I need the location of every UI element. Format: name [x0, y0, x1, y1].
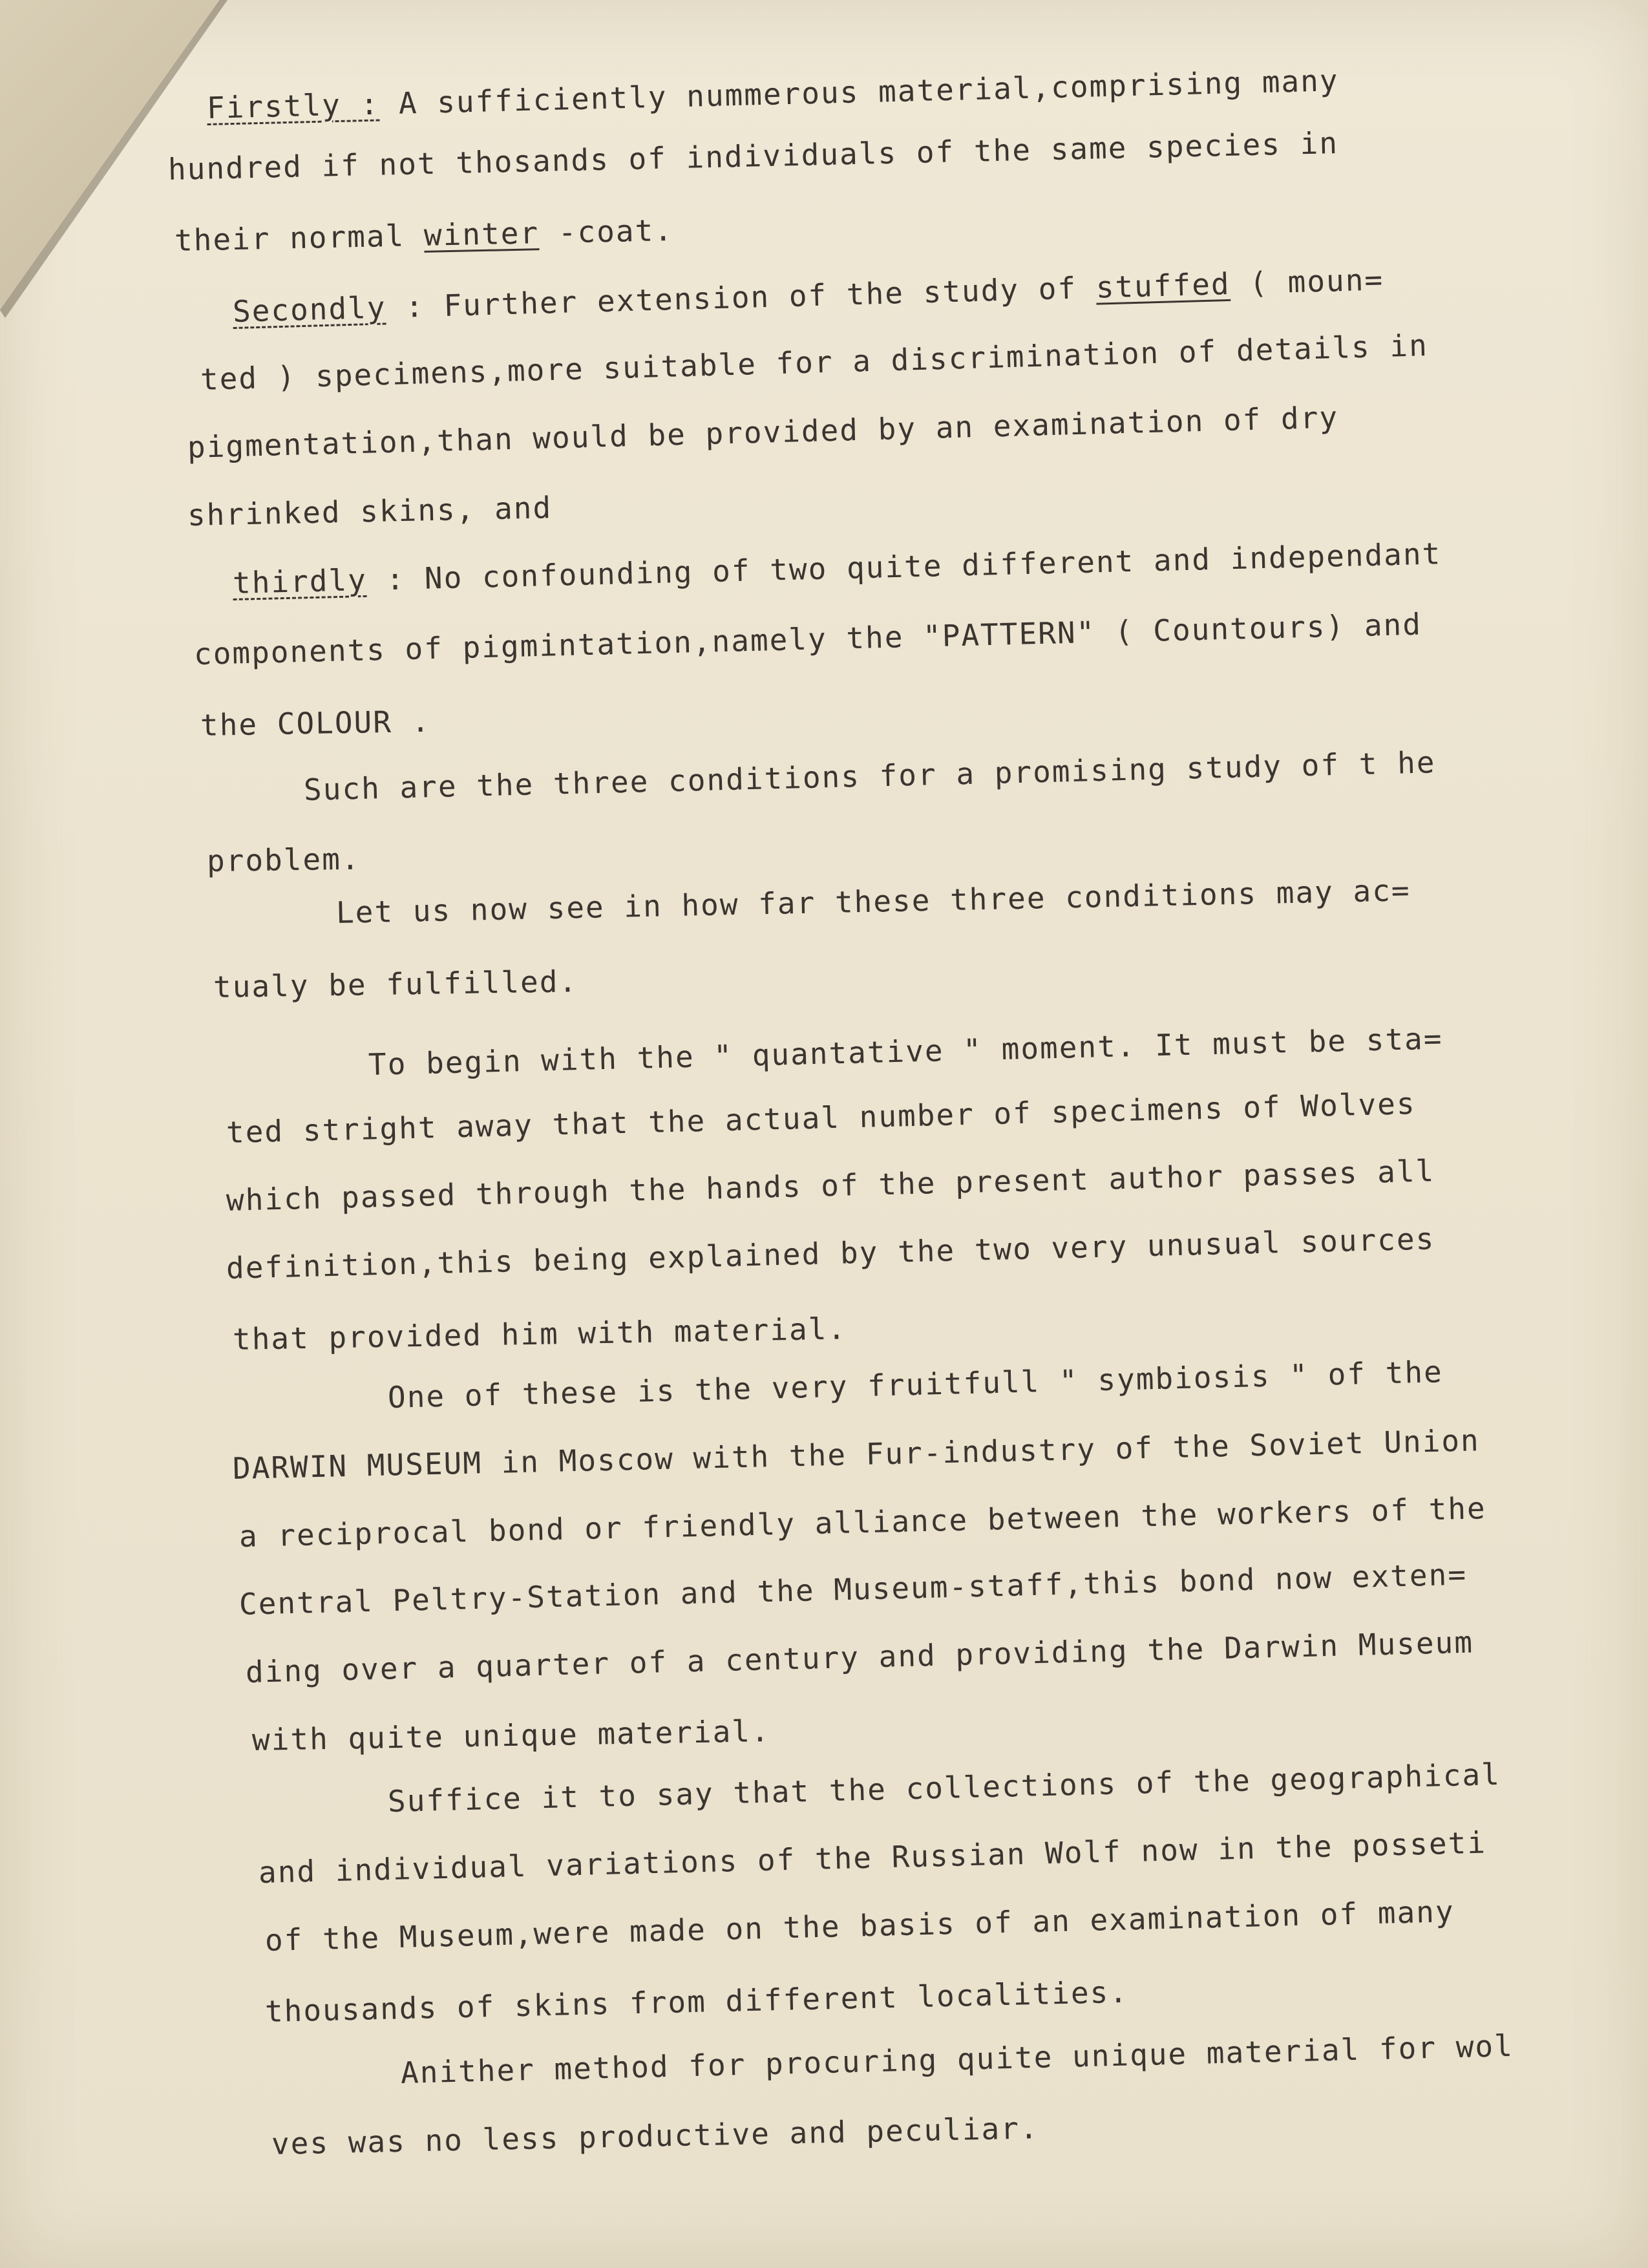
text-line: thirdly : No confounding of two quite different and independant: [232, 536, 1442, 600]
text-line: the COLOUR .: [200, 703, 431, 743]
text-line: Central Peltry-Station and the Museum-staff,this bond now exten=: [238, 1556, 1468, 1622]
text-line: DARWIN MUSEUM in Moscow with the Fur-industry of the Soviet Union: [232, 1423, 1481, 1486]
text-line: which passed through the hands of the present author passes all: [226, 1153, 1435, 1218]
text-line: of the Museum,were made on the basis of an examination of many: [264, 1894, 1455, 1958]
text-line: One of these is the very fruitfull " symbiosis " of the: [387, 1354, 1444, 1415]
text-line: hundred if not thosands of individuals of the same species in: [167, 125, 1339, 187]
text-line: Anither method for procuring quite unique material for wol: [400, 2028, 1514, 2090]
text-line: pigmentation,than would be provided by an examination of dry: [187, 399, 1339, 465]
heading-firstly: Firstly :: [206, 86, 380, 125]
text-line: Firstly : A sufficiently nummerous material,comprising many: [206, 63, 1340, 125]
heading-thirdly: thirdly: [232, 562, 368, 600]
text-line: thousands of skins from different localities.: [264, 1974, 1129, 2029]
text-line: and individual variations of the Russian Wolf now in the posseti: [258, 1825, 1487, 1890]
underlined-stuffed: stuffed: [1095, 266, 1231, 305]
text-line: problem.: [206, 841, 361, 878]
text-line: that provided him with material.: [232, 1311, 847, 1357]
text-line: Such are the three conditions for a promising study of t he: [303, 745, 1437, 807]
underlined-winter: winter: [423, 215, 540, 253]
text-line: ted ) specimens,more suitable for a discrimination of details in: [200, 327, 1429, 397]
text-line: Secondly : Further extension of the study of stuffed ( moun=: [232, 262, 1384, 329]
text-line: their normal winter -coat.: [174, 212, 674, 258]
text-line: tualy be fulfilled.: [213, 964, 578, 1004]
text-line: ted stright away that the actual number of specimens of Wolves: [226, 1086, 1417, 1150]
text-line: a reciprocal bond or friendly alliance between the workers of the: [238, 1490, 1487, 1554]
text-line: components of pigmintation,namely the "PATTERN" ( Countours) and: [193, 606, 1422, 672]
text-line: ding over a quarter of a century and providing the Darwin Museum: [245, 1624, 1474, 1690]
text-line: definition,this being explained by the two very unusual sources: [226, 1221, 1435, 1286]
text-line: ves was no less productive and peculiar.: [271, 2110, 1040, 2161]
text-line: with quite unique material.: [251, 1713, 771, 1757]
text-line: Suffice it to say that the collections of the geographical: [387, 1756, 1501, 1819]
text-line: Let us now see in how far these three conditions may ac=: [335, 873, 1411, 930]
heading-secondly: Secondly: [232, 290, 387, 329]
text-line: To begin with the " quantative " moment. It must be sta=: [368, 1021, 1444, 1082]
text-line: shrinked skins, and: [187, 490, 553, 533]
